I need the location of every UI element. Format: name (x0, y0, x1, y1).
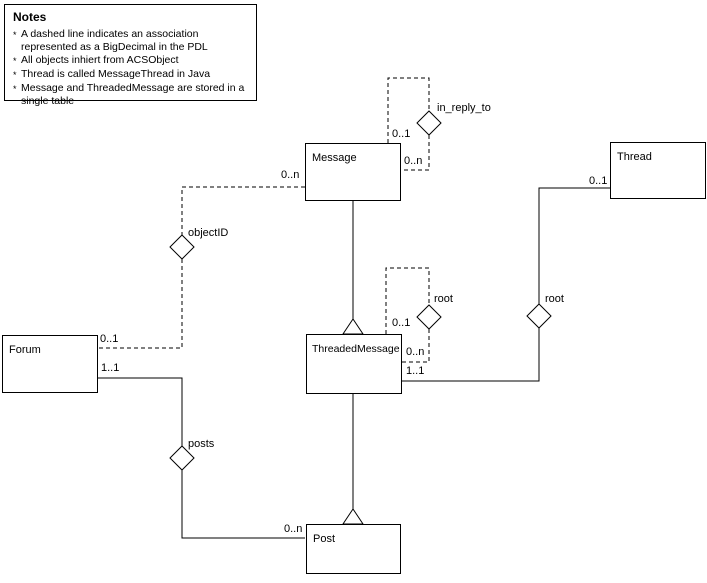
objectid-label: objectID (188, 227, 229, 239)
note-item (13, 82, 251, 108)
note-item (13, 54, 251, 68)
association-posts (97, 378, 305, 538)
entity-label: Forum (9, 344, 41, 356)
objectid-mult-message: 0..n (281, 169, 300, 181)
association-diamond (417, 305, 441, 329)
note-text: A dashed line indicates an association represented as a BigDecimal in the PDL (21, 28, 208, 53)
entity-label: ThreadedMessage (312, 343, 400, 355)
note-item (13, 28, 251, 54)
notes-box (4, 4, 257, 107)
in-reply-to-label: in_reply_to (437, 102, 491, 114)
entity-message (305, 143, 401, 201)
posts-label: posts (188, 438, 215, 450)
bullet-icon: * (13, 84, 17, 94)
bullet-icon: * (13, 70, 17, 80)
association-objectid (97, 187, 305, 348)
posts-mult-forum: 1..1 (101, 362, 120, 374)
in-reply-to-mult-message-side: 0..n (404, 155, 423, 167)
generalization-threadedmessage-post (343, 393, 363, 524)
notes-title: Notes (13, 10, 47, 24)
root-thread-label: root (545, 293, 564, 305)
in-reply-to-mult-message-top: 0..1 (392, 128, 411, 140)
entity-thread (610, 142, 706, 199)
entity-label: Thread (617, 151, 652, 163)
root-self-mult-top: 0..1 (392, 317, 411, 329)
generalization-message-threadedmessage (343, 200, 363, 334)
root-thread-mult-thread: 0..1 (589, 175, 608, 187)
objectid-mult-forum: 0..1 (100, 333, 119, 345)
note-text: Message and ThreadedMessage are stored in a single table (21, 82, 245, 107)
association-root-thread (401, 188, 610, 381)
entity-forum (2, 335, 98, 393)
association-diamond (527, 304, 551, 328)
entity-label: Message (312, 152, 357, 164)
note-text: Thread is called MessageThread in Java (21, 68, 211, 80)
bullet-icon: * (13, 30, 17, 40)
entity-label: Post (313, 533, 336, 545)
note-item (13, 68, 251, 82)
root-self-label: root (434, 293, 453, 305)
generalization-triangle (343, 319, 363, 334)
generalization-triangle (343, 509, 363, 524)
association-diamond (417, 111, 441, 135)
posts-mult-post: 0..n (284, 523, 303, 535)
root-self-mult-side: 0..n (406, 346, 425, 358)
note-text: All objects inhiert from ACSObject (21, 54, 179, 66)
entity-threadedmessage (306, 334, 402, 394)
bullet-icon: * (13, 56, 17, 66)
root-thread-mult-threadedmessage: 1..1 (406, 365, 425, 377)
entity-post (306, 524, 401, 574)
